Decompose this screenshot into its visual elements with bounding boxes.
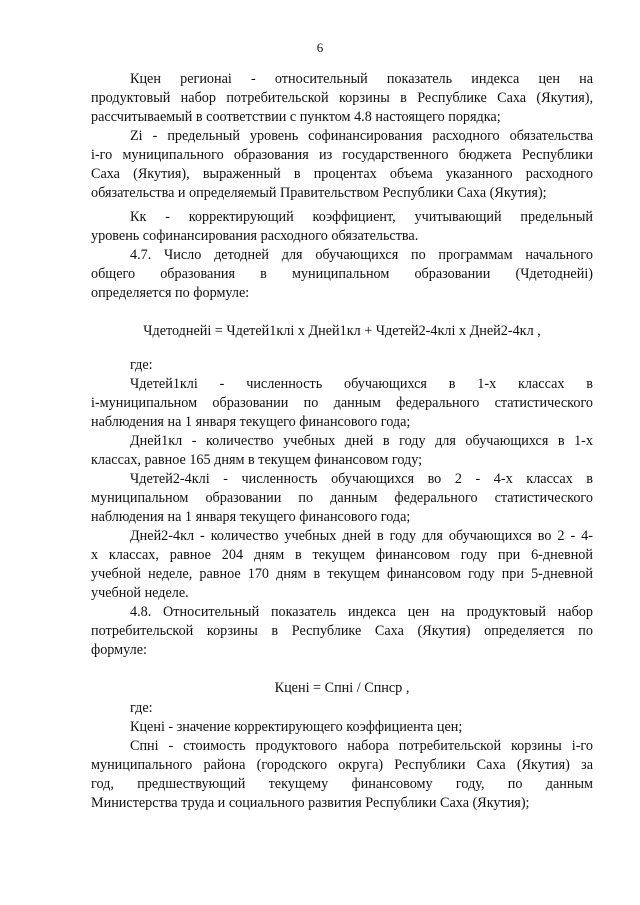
text-line: Чдетей1клi - численность обучающихся в 1-х классах в (130, 376, 593, 392)
text-line: Саха (Якутия), выраженный в процентах объема указанного расходного (91, 166, 593, 182)
page-number: 6 (316, 40, 324, 55)
text-line: Кк - корректирующий коэффициент, учитывающий предельный (130, 209, 593, 225)
text-line: общего образования в муниципальном образовании (Чдетоднейi) (91, 266, 593, 282)
text-line: уровень софинансирования расходного обязательства. (91, 228, 419, 244)
text-line: Кцен регионаi - относительный показатель индекса цен на (130, 71, 593, 87)
text-line: Zi - предельный уровень софинансирования расходного обязательства (130, 128, 593, 144)
text-line: х классах, равное 204 дням в текущем финансовом году при 6-дневной (91, 547, 593, 563)
text-line: определяется по формуле: (91, 285, 250, 301)
section-heading: 4.7. Число детодней для обучающихся по программам начального (130, 247, 593, 263)
text-line: муниципальном образовании по данным федерального статистического (91, 490, 593, 506)
text-line: Дней2-4кл - количество учебных дней в году для обучающихся во 2 - 4- (130, 528, 593, 544)
text-line: где: (130, 700, 153, 716)
text-line: наблюдения на 1 января текущего финансового года; (91, 414, 411, 430)
formula: Чдетоднейi = Чдетей1клi x Дней1кл + Чдетей2-4клi x Дней2-4кл , (143, 323, 541, 339)
text-line: Министерства труда и социального развития Республики Саха (Якутия); (91, 795, 530, 811)
text-line: i-муниципальном образовании по данным федерального статистического (91, 395, 593, 411)
text-line: обязательства и определяемый Правительством Республики Саха (Якутия); (91, 185, 547, 201)
text-line: рассчитываемый в соответствии с пунктом 4.8 настоящего порядка; (91, 109, 501, 125)
text-line: учебной неделе, равное 170 дням в текущем финансовом году при 5-дневной (91, 566, 593, 582)
text-line: наблюдения на 1 января текущего финансового года; (91, 509, 411, 525)
text-line: классах, равное 165 дням в текущем финансовом году; (91, 452, 423, 468)
text-line: Кценi - значение корректирующего коэффициента цен; (130, 719, 463, 735)
text-line: Спнi - стоимость продуктового набора потребительской корзины i-го (130, 738, 593, 754)
section-heading: 4.8. Относительный показатель индекса цен на продуктовый набор (130, 604, 593, 620)
text-line: учебной неделе. (91, 585, 189, 601)
text-line: муниципального района (городского округа) Республики Саха (Якутия) за (91, 757, 593, 773)
formula: Кценi = Спнi / Спнср , (274, 680, 410, 696)
text-line: где: (130, 357, 153, 373)
text-line: продуктовый набор потребительской корзины в Республике Саха (Якутия), (91, 90, 593, 106)
text-line: Дней1кл - количество учебных дней в году для обучающихся в 1-х (130, 433, 593, 449)
text-line: год, предшествующий текущему финансовому году, по данным (91, 776, 593, 792)
text-line: формуле: (91, 642, 147, 658)
text-line: Чдетей2-4клi - численность обучающихся во 2 - 4-х классах в (130, 471, 593, 487)
text-line: потребительской корзины в Республике Саха (Якутия) определяется по (91, 623, 593, 639)
text-line: i-го муниципального образования из государственного бюджета Республики (91, 147, 593, 163)
